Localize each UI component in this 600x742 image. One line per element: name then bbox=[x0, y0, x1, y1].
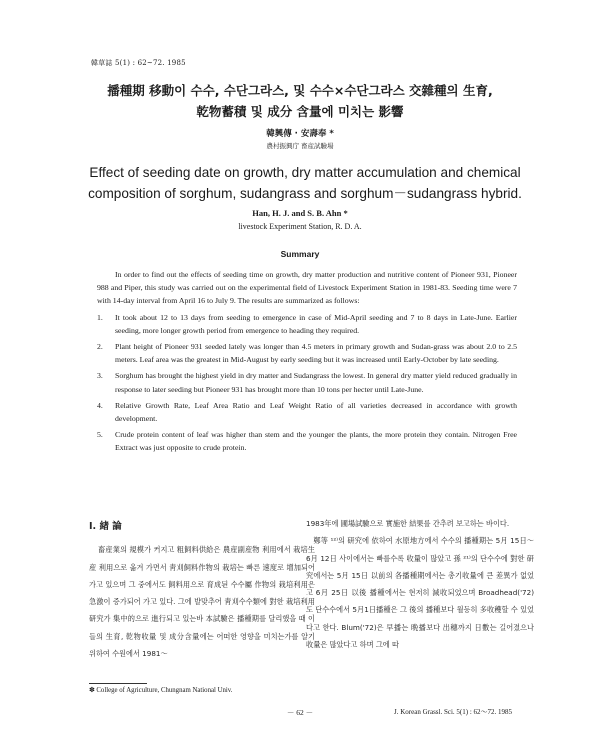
korean-affiliation: 農村振興庁 畜産試驗場 bbox=[266, 142, 334, 150]
summary-item bbox=[97, 311, 517, 337]
korean-title bbox=[60, 80, 540, 122]
section-heading-introduction: Ⅰ. 緖 論 bbox=[89, 521, 122, 532]
korean-authors: 韓興傳 · 安壽奉 * bbox=[266, 129, 334, 139]
summary-item bbox=[97, 399, 517, 425]
summary-list bbox=[97, 311, 517, 455]
summary-item bbox=[97, 340, 517, 366]
english-title-line-1: Effect of seeding date on growth, dry matter accumulation and chemical bbox=[89, 165, 521, 180]
english-title-line-2: composition of sorghum, sudangrass and sorghum－sudangrass hybrid. bbox=[88, 186, 522, 201]
english-authors: Han, H. J. and S. B. Ahn * bbox=[252, 208, 348, 218]
page-number: － 62 － bbox=[286, 708, 314, 717]
summary-item-text: Crude protein content of leaf was higher than stem and the younger the plants, the more protein they contain. Nitrogen Free Extract was just opposite to crude protein. bbox=[115, 430, 517, 453]
summary-item-number: 1. bbox=[97, 312, 103, 322]
footer-citation: J. Korean Grassl. Sci. 5(1) : 62～72. 1985 bbox=[394, 708, 513, 716]
korean-title-line-2: 乾物蓄積 및 成分 含量에 미치는 影響 bbox=[196, 104, 404, 119]
left-column-text: 畜産業의 規模가 커지고 粗飼料供給은 農産副産物 利用에서 栽培生産 利用으로 옮겨 가면서 靑刈飼料作物의 栽培는 빠른 速度로 增加되어 가고 있으며 그 중에서도 飼料用으로 育成된 수수屬 作物의 栽培利用은 急激이 증가되어 가고 있다. 그에 발맞추어 靑刈수수類에 對한 栽培利用 研究가 集中的으로 進行되고 있는바 本試驗은 播種期를 달리했을 때 이들의 生育, 乾物收量 및 成分含量에는 어떠한 영향을 미치는가를 알기 위하여 수원에서 1981～ bbox=[89, 545, 315, 659]
summary-item-number: 4. bbox=[97, 400, 103, 410]
left-column bbox=[89, 518, 315, 662]
right-column-text: 1983年에 圃場試驗으로 實施한 結果를 간추려 보고하는 바이다. 鄭等 ¹²⁾의 研究에 依하여 水原地方에서 수수의 播種期는 5月 15日～6月 12日 사이에서는 빠를수록 收量이 많았고 孫 ²¹⁾의 단수수에 對한 研究에서는 5月 15日 以前의 各播種期에서는 총기收量에 큰 差異가 없었고 6月 25日 以後 播種에서는 현저히 減收되었으며 Broadhead('72) 도 단수수에서 5月1日播種은 그 後의 播種보다 월등히 多收穫할 수 있었다고 한다. Blum('72)은 早播는 晩播보다 出穗까지 日數는 길어졌으나 收量은 많았다고 하며 그에 따 bbox=[306, 519, 534, 650]
footnote: ✽ College of Agriculture, Chungnam National Univ. bbox=[89, 687, 233, 694]
summary-body bbox=[97, 268, 517, 455]
summary-heading: Summary bbox=[280, 249, 320, 259]
english-title bbox=[70, 162, 540, 204]
summary-item bbox=[97, 428, 517, 454]
summary-item bbox=[97, 369, 517, 395]
summary-item-number: 3. bbox=[97, 371, 103, 381]
summary-item-text: It took about 12 to 13 days from seeding to emergence in case of Mid-April seeding and 7 to 8 days in Late-June. Earlier seeding, more longer growth period from emergence to heading they required. bbox=[115, 312, 517, 335]
summary-item-text: Relative Growth Rate, Leaf Area Ratio and Leaf Weight Ratio of all varieties decreased in accordance with growth development. bbox=[115, 400, 517, 424]
footnote-divider bbox=[89, 683, 147, 684]
summary-intro: In order to find out the effects of seeding time on growth, dry matter production and nutritive content of Pioneer 931, Pioneer 988 and Piper, this study was carried out on the experimental field of Livestock Experiment Station in 1981-83. Seeding time were 7 with 14-day interval from April 16 to July 9. The results are summarized as follows: bbox=[97, 270, 517, 306]
summary-item-number: 5. bbox=[97, 430, 103, 440]
summary-item-text: Sorghum has brought the highest yield in dry matter and Sudangrass the lowest. In general dry matter yield reduced gradually in response to later seeding but Pioneer 931 has brought more than 10 tons per hecter until Late-June. bbox=[115, 371, 517, 394]
right-column bbox=[306, 515, 534, 653]
journal-header: 韓草誌 5(1) : 62~72. 1985 bbox=[91, 59, 186, 67]
korean-title-line-1: 播種期 移動이 수수, 수단그라스, 및 수수×수단그라스 交雜種의 生育, bbox=[107, 83, 493, 98]
summary-item-text: Plant height of Pioneer 931 seeded lately was longer than 4.5 meters in primary growth and Sudan-grass was about 2.0 to 2.5 meters. Leaf area was the greatest in Mid-August by early seeding but it was increased until Early-October by late seeding. bbox=[115, 342, 517, 365]
summary-item-number: 2. bbox=[97, 342, 103, 352]
english-affiliation: livestock Experiment Station, R. D. A. bbox=[238, 222, 362, 231]
